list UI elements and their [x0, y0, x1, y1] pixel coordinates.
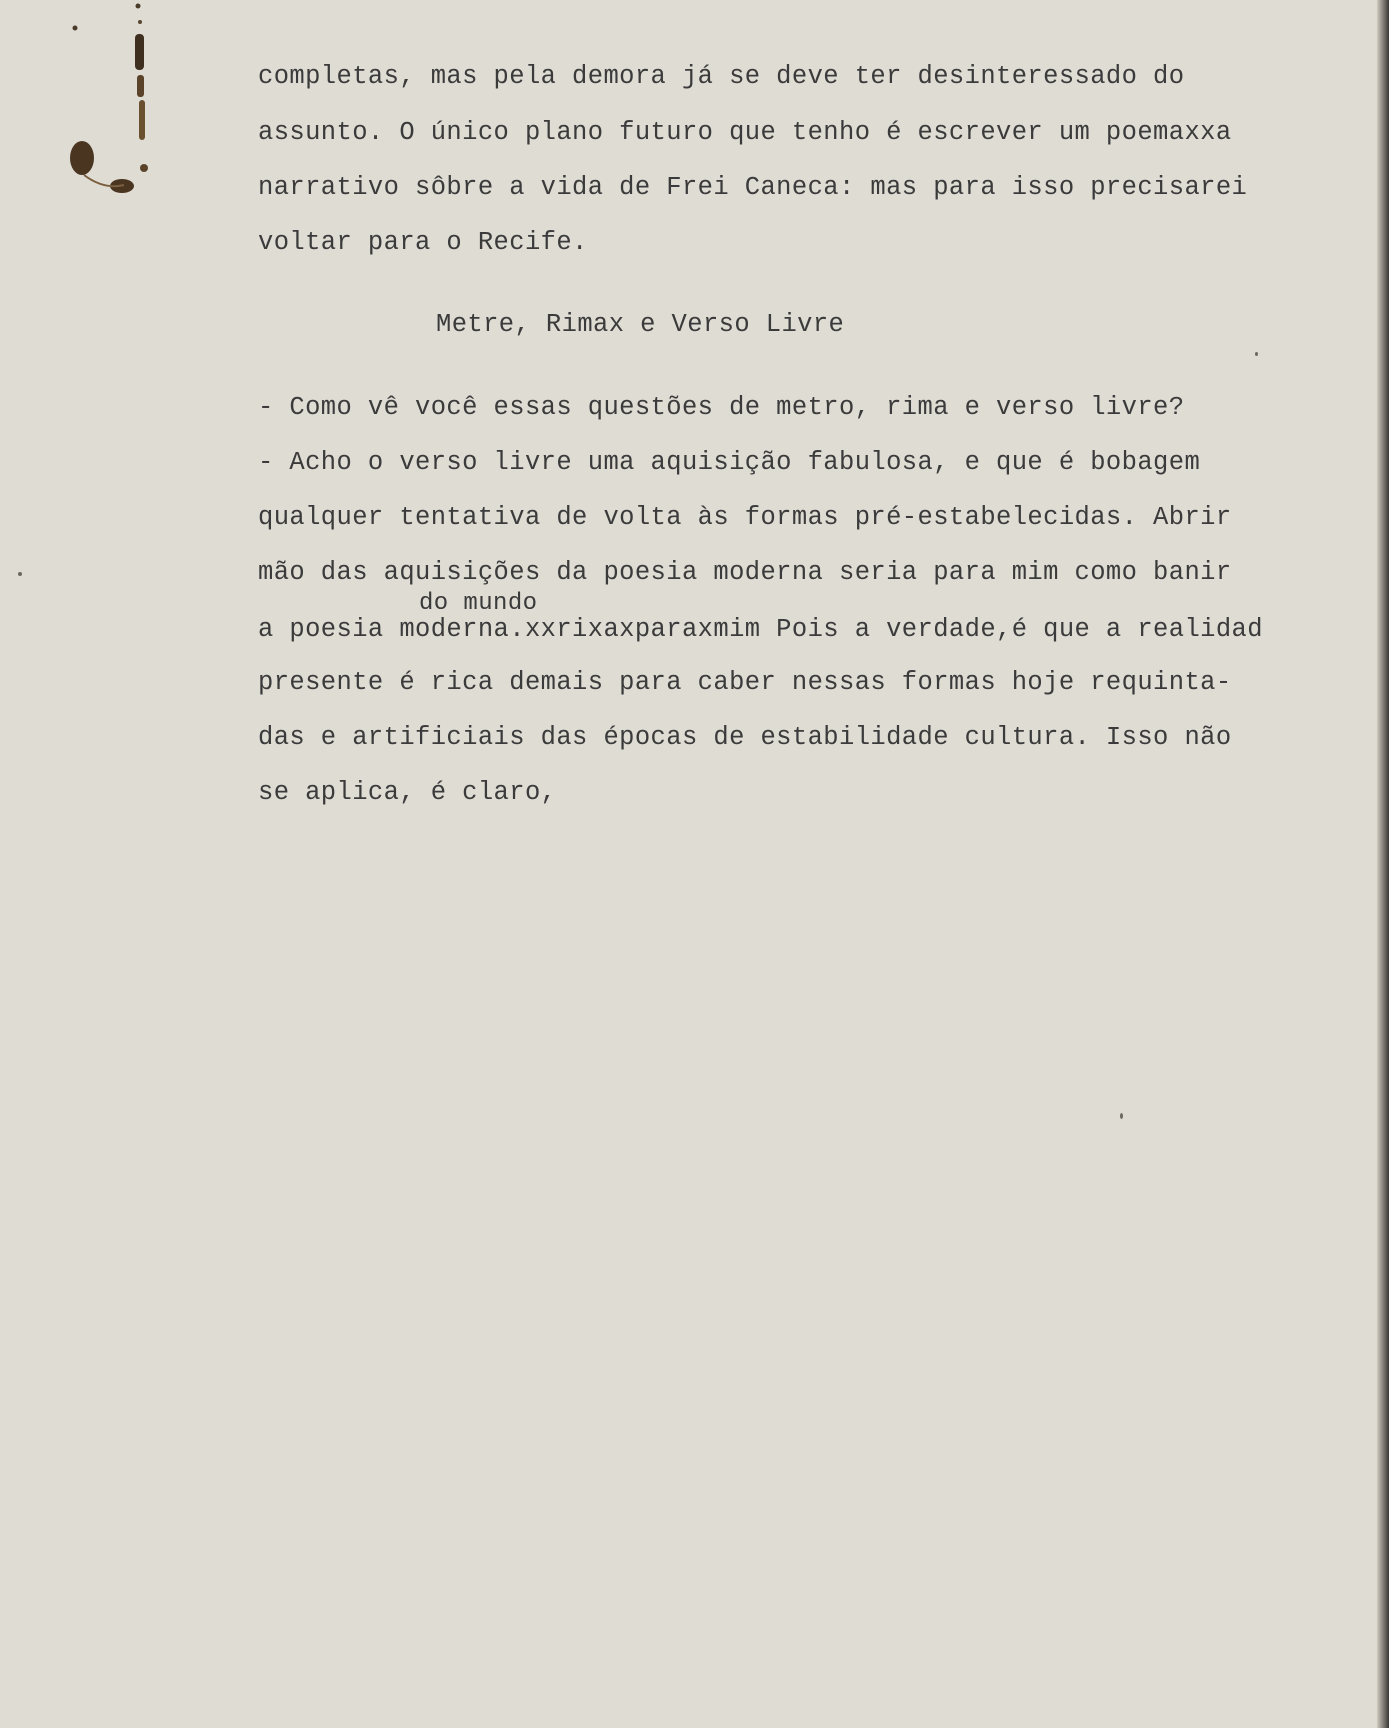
body-line-1: - Como vê você essas questões de metro, rima e verso livre?	[258, 393, 1185, 422]
ink-stain	[64, 0, 154, 200]
paper-edge-shadow	[1377, 0, 1389, 1728]
document-line-2: assunto. O único plano futuro que tenho é escrever um poemaxxa	[258, 118, 1232, 147]
section-heading: Metre, Rimax e Verso Livre	[436, 310, 845, 339]
document-line-1: completas, mas pela demora já se deve ter desinteressado do	[258, 62, 1185, 91]
body-line-2: - Acho o verso livre uma aquisição fabulosa, e que é bobagem	[258, 448, 1201, 477]
body-line-6: presente é rica demais para caber nessas formas hoje requinta-	[258, 668, 1232, 697]
body-line-4: mão das aquisições da poesia moderna seria para mim como banir	[258, 558, 1232, 587]
body-line-3: qualquer tentativa de volta às formas pré-estabelecidas. Abrir	[258, 503, 1232, 532]
paper-speck	[1120, 1113, 1123, 1119]
document-line-4: voltar para o Recife.	[258, 228, 588, 257]
body-line-5: a poesia moderna.xxrixaxparaxmim Pois a verdade,é que a realidad	[258, 615, 1263, 644]
paper-speck	[1255, 352, 1258, 356]
document-line-3: narrativo sôbre a vida de Frei Caneca: mas para isso precisarei	[258, 173, 1248, 202]
body-line-7: das e artificiais das épocas de estabilidade cultura. Isso não	[258, 723, 1232, 752]
interlinear-insertion: do mundo	[419, 590, 538, 617]
body-line-8: se aplica, é claro,	[258, 778, 557, 807]
paper-speck	[18, 572, 22, 576]
